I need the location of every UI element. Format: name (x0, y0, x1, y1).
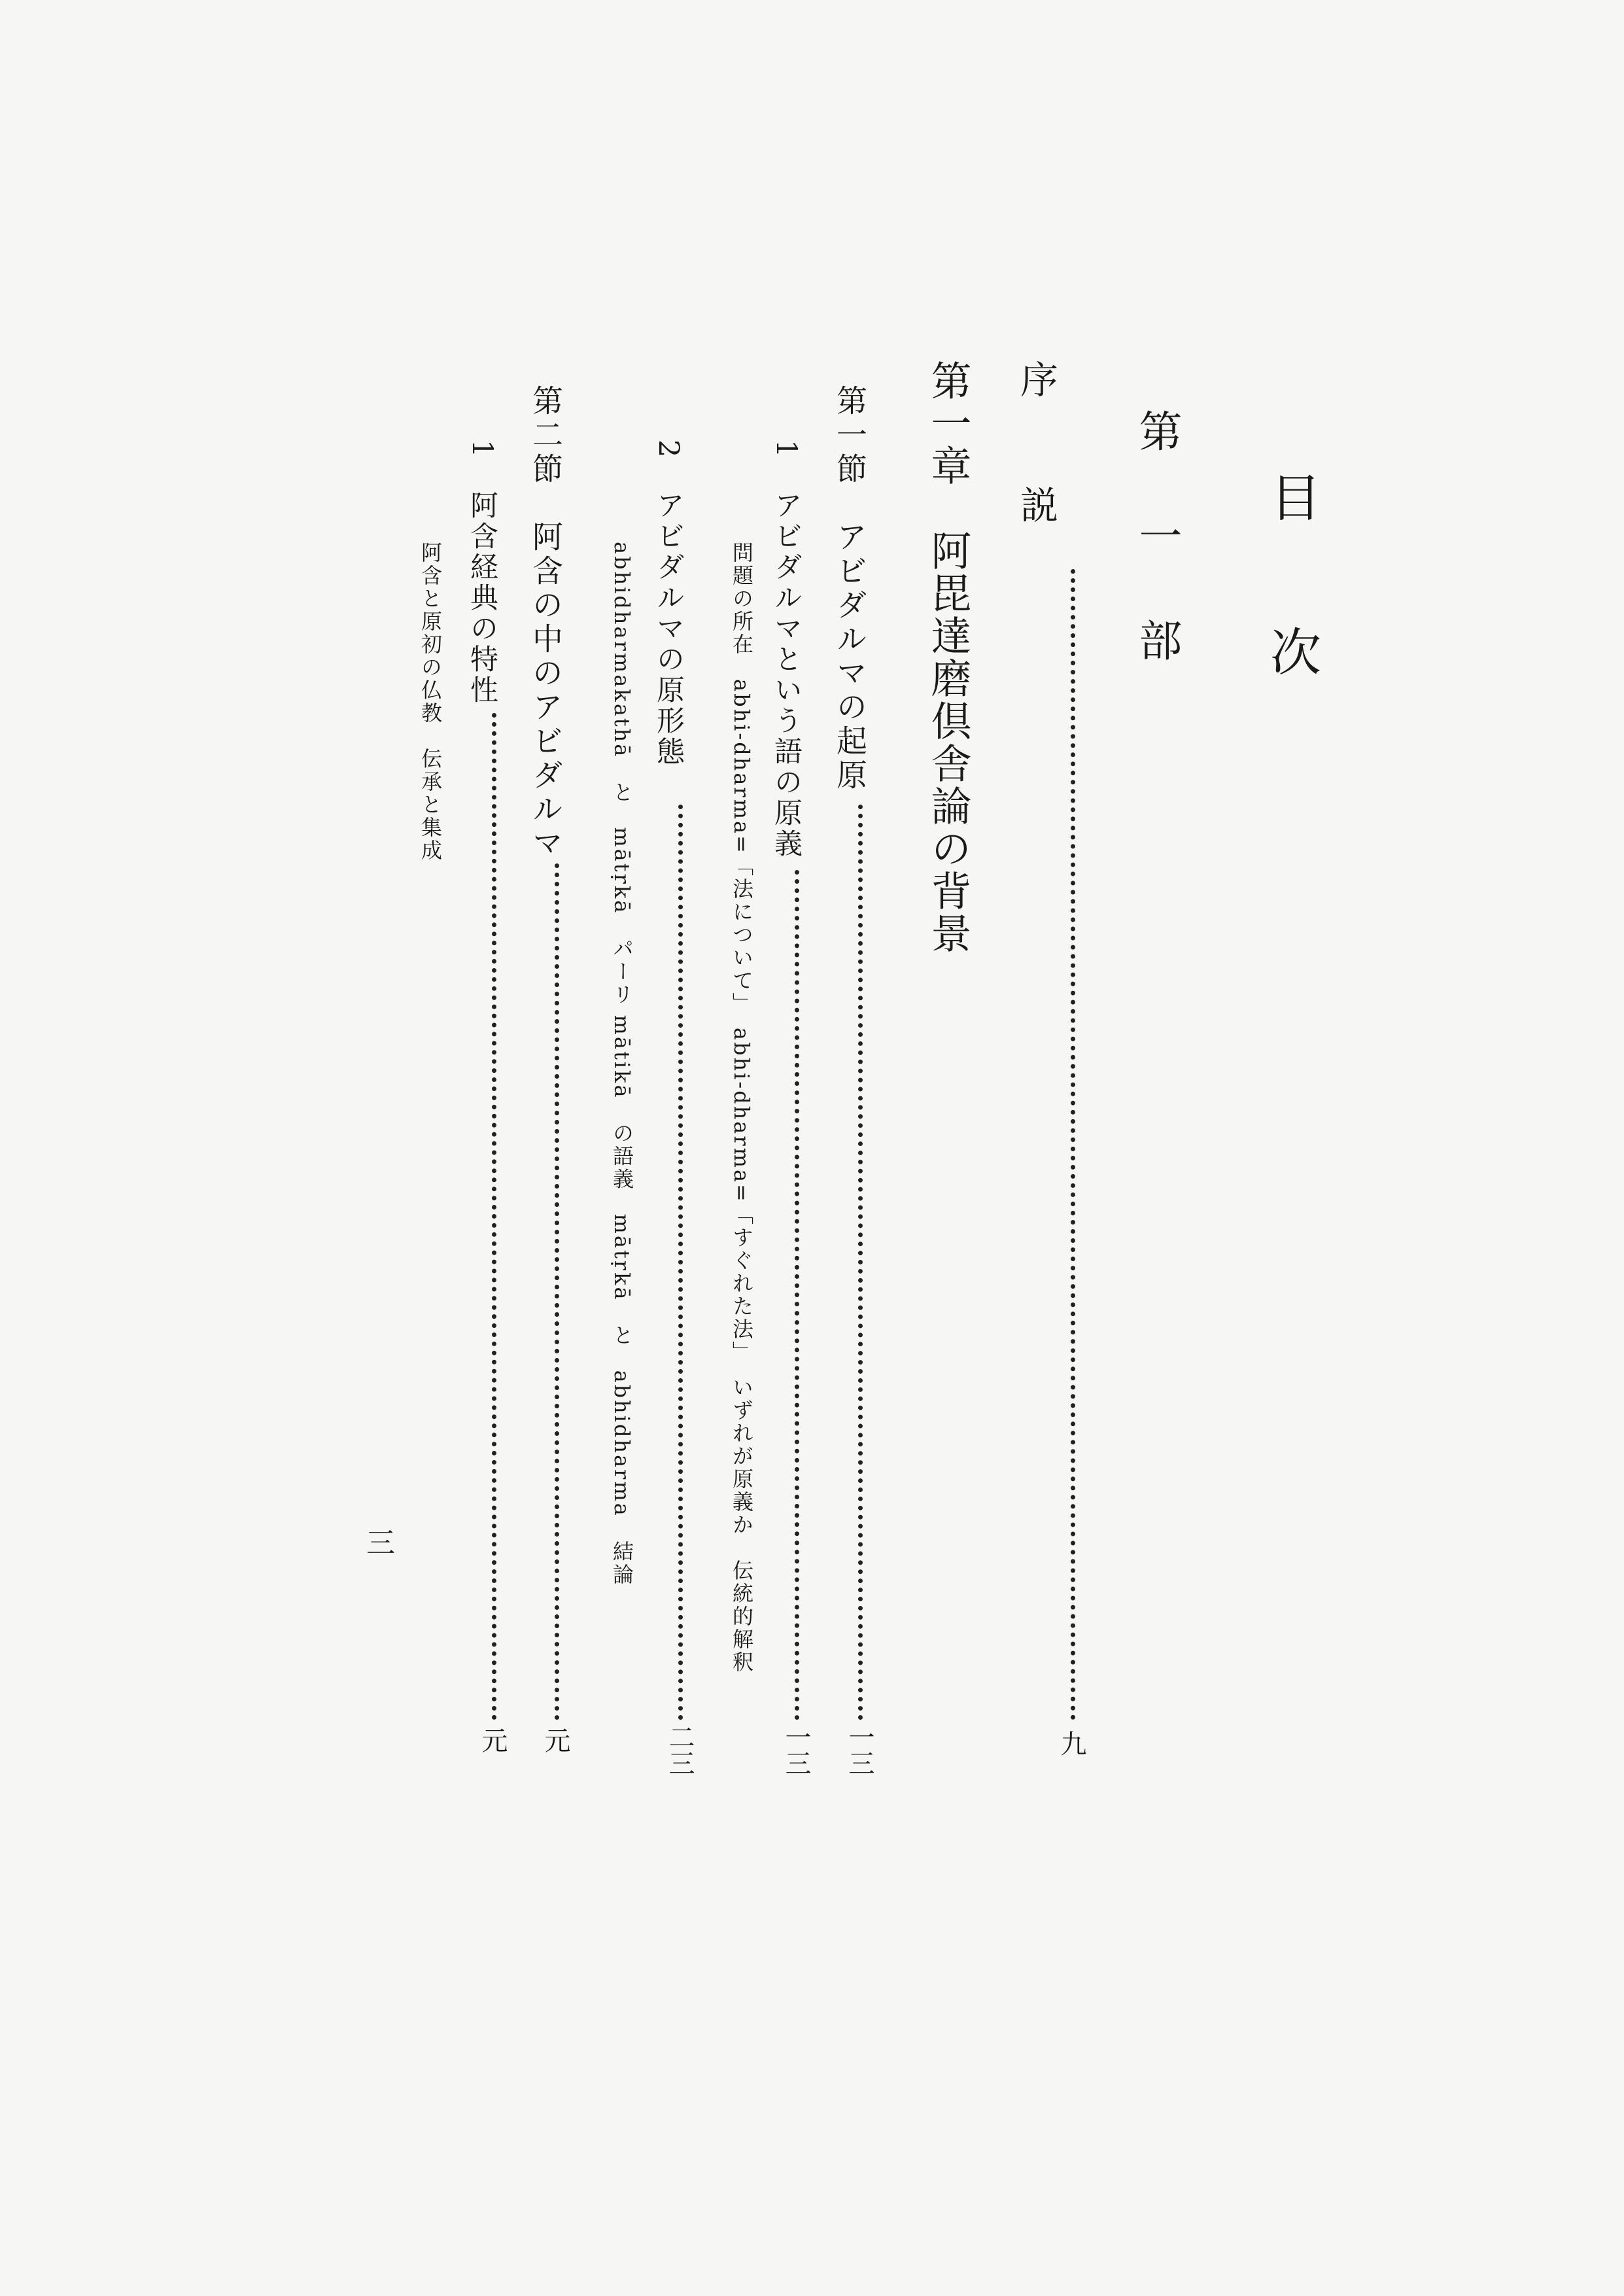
toc-entry-section1[interactable]: 第一節 アビダルマの起原 (831, 385, 867, 793)
leader-dots-item3 (492, 713, 496, 1720)
part-heading: 第 一 部 (1132, 409, 1182, 670)
page-number-item1: 一三 (781, 1724, 811, 1776)
toc-entry-item1[interactable]: 1 アビダルマという語の原義 (770, 440, 803, 860)
page-title: 目 次 (1262, 471, 1321, 703)
page-number-joseitsu: 九 (1056, 1730, 1086, 1756)
page-number-item2: 二三 (665, 1724, 695, 1776)
toc-entry-joseitsu[interactable]: 序 説 (1014, 360, 1058, 527)
page-number-item3: 元 (477, 1727, 508, 1753)
leader-dots-section1 (858, 805, 863, 1720)
leader-dots-item2 (678, 805, 683, 1720)
leader-dots-item1 (795, 870, 799, 1720)
page-number-section1: 一三 (844, 1724, 874, 1776)
page-number-section2: 元 (540, 1727, 570, 1753)
chapter-heading[interactable]: 第一章 阿毘達磨倶舎論の背景 (924, 360, 972, 955)
toc-subtopics-item1: 問題の所在 abhi-dharma=「法について」 abhi-dharma=「すぐれた法」 いずれが原義か 伝統的解釈 (729, 542, 754, 1674)
folio-page-number: 三 (361, 1527, 394, 1556)
leader-dots-joseitsu (1071, 569, 1075, 1720)
toc-subtopics-item2: abhidharmakathā と mātṛkā パーリ mātikā の語義 mātṛkā と abhidharma 結論 (610, 542, 634, 1586)
toc-subtopics-item3: 阿含と原初の仏教 伝承と集成 (418, 542, 443, 862)
toc-entry-section2[interactable]: 第二節 阿含の中のアビダルマ (527, 385, 563, 861)
toc-entry-item3[interactable]: 1 阿含経典の特性 (466, 440, 498, 706)
toc-entry-item2[interactable]: 2 アビダルマの原形態 (652, 440, 685, 768)
leader-dots-section2 (555, 863, 559, 1720)
